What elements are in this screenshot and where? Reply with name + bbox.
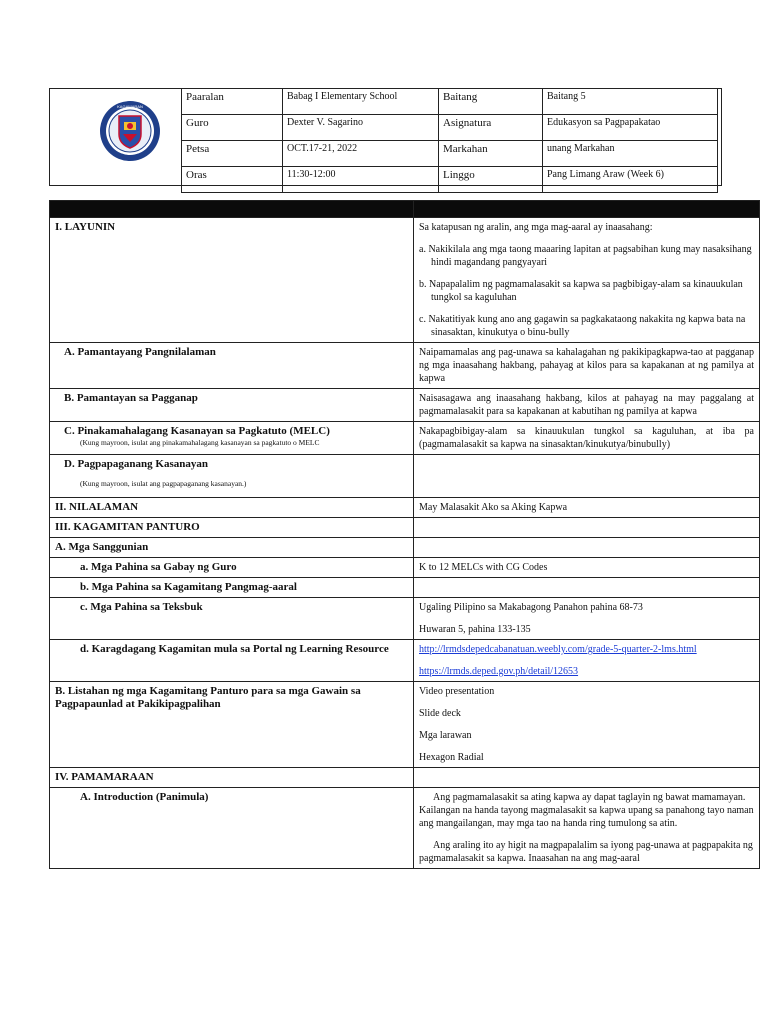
listahan-item: Hexagon Radial [419, 752, 484, 763]
gabay-value: K to 12 MELCs with CG Codes [414, 558, 760, 578]
teksbuk-label: c. Mga Pahina sa Teksbuk [50, 598, 414, 640]
introduction-paragraph-1: Ang pagmamalasakit sa ating kapwa ay dapat taglayin ng bawat mamamayan. Kailangan na handa tayong magmalasakit sa kapwa upang sa panahong tayo naman ang mangailangan, may mga tao na handa ring tumulong sa atin. [419, 792, 754, 829]
pagpapaganang-note: (Kung mayroon, isulat ang pagpapaganang kasanayan.) [80, 479, 247, 488]
introduction-content [414, 788, 760, 869]
subject-label: Asignatura [439, 115, 543, 141]
table-row [50, 343, 760, 389]
pamantayan-pagganap-label: B. Pamantayan sa Pagganap [50, 389, 414, 422]
svg-text:KAGAWARAN: KAGAWARAN [117, 104, 143, 109]
layunin-label: I. LAYUNIN [50, 218, 414, 343]
teacher-label: Guro [182, 115, 283, 141]
listahan-item: Video presentation [419, 686, 495, 697]
sanggunian-label: A. Mga Sanggunian [50, 538, 414, 558]
melc-note: (Kung mayroon, isulat ang pinakamahalagang kasanayan sa pagkatuto o MELC [80, 438, 320, 447]
portal-link-1[interactable]: http://lrmdsdepedcabanatuan.weebly.com/grade-5-quarter-2-lms.html [419, 644, 697, 655]
quarter-label: Markahan [439, 141, 543, 167]
pangmag-label: b. Mga Pahina sa Kagamitang Pangmag-aaral [50, 578, 414, 598]
pamamaraan-label: IV. PAMAMARAAN [50, 768, 414, 788]
kagamitan-label: III. KAGAMITAN PANTURO [50, 518, 414, 538]
introduction-label: A. Introduction (Panimula) [50, 788, 414, 869]
table-row [50, 788, 760, 869]
date-value: OCT.17-21, 2022 [283, 141, 439, 167]
portal-label: d. Karagdagang Kagamitan mula sa Portal ng Learning Resource [50, 640, 414, 682]
week-value: Pang Limang Araw (Week 6) [543, 167, 718, 193]
school-value: Babag I Elementary School [283, 89, 439, 115]
pagpapaganang-cell [50, 455, 414, 498]
pamantayang-pangnilalaman-label: A. Pamantayang Pangnilalaman [50, 343, 414, 389]
table-row [50, 389, 760, 422]
header-info-table [181, 88, 718, 193]
week-label: Linggo [439, 167, 543, 193]
deped-seal-icon [99, 100, 161, 162]
teacher-value: Dexter V. Sagarino [283, 115, 439, 141]
listahan-label: B. Listahan ng mga Kagamitang Panturo para sa mga Gawain sa Pagpapaunlad at Pakikipagpalihan [50, 682, 414, 768]
layunin-intro: Sa katapusan ng aralin, ang mga mag-aaral ay inaasahang: [419, 222, 653, 233]
table-row [50, 682, 760, 768]
listahan-content [414, 682, 760, 768]
teksbuk-value-2: Huwaran 5, pahina 133-135 [419, 624, 531, 635]
table-row [50, 422, 760, 455]
table-row [50, 498, 760, 518]
table-row [50, 768, 760, 788]
portal-content [414, 640, 760, 682]
listahan-item: Slide deck [419, 708, 461, 719]
pagpapaganang-label: D. Pagpapaganang Kasanayan [64, 458, 208, 470]
gabay-label: a. Mga Pahina sa Gabay ng Guro [50, 558, 414, 578]
grade-label: Baitang [439, 89, 543, 115]
teksbuk-content [414, 598, 760, 640]
melc-cell [50, 422, 414, 455]
table-row [50, 558, 760, 578]
table-row [50, 538, 760, 558]
pagpapaganang-value [414, 455, 760, 498]
table-row [50, 640, 760, 682]
layunin-item-c: c. Nakatitiyak kung ano ang gagawin sa pagkakataong nakakita ng kapwa bata na sinasaktan, kinukutya o binu-bully [419, 314, 746, 338]
table-row [50, 518, 760, 538]
time-value: 11:30-12:00 [283, 167, 439, 193]
pamantayan-pagganap-value: Naisasagawa ang inaasahang hakbang, kilos at pahayag na may paggalang at pagmamalasakit para sa kapakanan at kabutihan ng pamilya at kapwa [414, 389, 760, 422]
nilalaman-label: II. NILALAMAN [50, 498, 414, 518]
melc-label: C. Pinakamahalagang Kasanayan sa Pagkatuto (MELC) [64, 425, 330, 437]
school-label: Paaralan [182, 89, 283, 115]
portal-link-2[interactable]: https://lrmds.deped.gov.ph/detail/12653 [419, 666, 579, 677]
table-row [50, 218, 760, 343]
table-row [50, 598, 760, 640]
grade-value: Baitang 5 [543, 89, 718, 115]
table-row [50, 455, 760, 498]
pamantayang-pangnilalaman-value: Naipamamalas ang pag-unawa sa kahalagahan ng pakikipagkapwa-tao at pagganap ng mga inaasahang hakbang, pahayag at kilos para sa kapakanan at ng pamilya at kapwa [414, 343, 760, 389]
table-header-bar [50, 201, 760, 218]
lesson-plan-table [49, 200, 760, 869]
introduction-paragraph-2: Ang araling ito ay higit na magpapalalim sa iyong pag-unawa at pagpapakita ng pagmamalasakit sa kapwa. Inaasahan na ang mag-aaral [419, 840, 753, 864]
table-row [50, 578, 760, 598]
teksbuk-value-1: Ugaling Pilipino sa Makabagong Panahon pahina 68-73 [419, 602, 643, 613]
subject-value: Edukasyon sa Pagpapakatao [543, 115, 718, 141]
melc-value: Nakapagbibigay-alam sa kinauukulan tungkol sa kaguluhan, at iba pa (pagmamalasakit sa kapwa na sinasaktan/kinukutya/binubully) [414, 422, 760, 455]
layunin-item-a: a. Nakikilala ang mga taong maaaring lapitan at pagsabihan kung may nasaksihang hindi magandang pangyayari [419, 244, 752, 268]
layunin-item-b: b. Napapalalim ng pagmamalasakit sa kapwa sa pagbibigay-alam sa kinauukulan tungkol sa kaguluhan [419, 279, 743, 303]
listahan-item: Mga larawan [419, 730, 472, 741]
nilalaman-value: May Malasakit Ako sa Aking Kapwa [414, 498, 760, 518]
quarter-value: unang Markahan [543, 141, 718, 167]
time-label: Oras [182, 167, 283, 193]
layunin-content [414, 218, 760, 343]
date-label: Petsa [182, 141, 283, 167]
